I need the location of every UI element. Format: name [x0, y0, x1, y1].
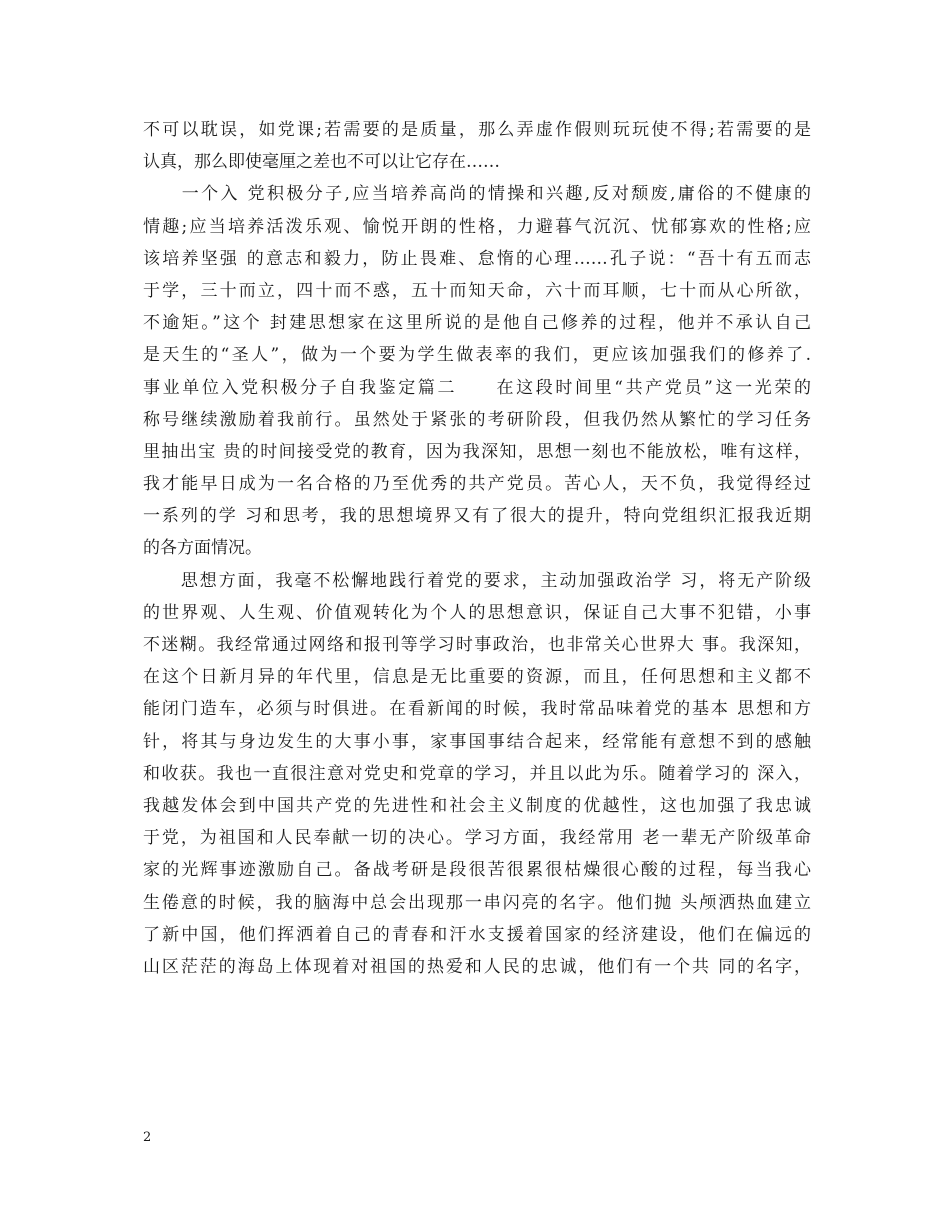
text-line: 事业单位入党积极分子自我鉴定篇二 在这段时间里“共产党员”这一光荣的 — [143, 377, 811, 398]
text-line: 我才能早日成为一名合格的乃至优秀的共产党员。苦心人，天不负，我觉得经过 — [143, 474, 811, 495]
text-line: 是天生的“圣人”，做为一个要为学生做表率的我们，更应该加强我们的修养了. — [143, 345, 811, 366]
text-line: 在这个日新月异的年代里，信息是无比重要的资源，而且，任何思想和主义都不 — [143, 667, 811, 688]
text-line: 家的光辉事迹激励自己。备战考研是段很苦很累很枯燥很心酸的过程，每当我心 — [143, 860, 811, 881]
text-line: 山区茫茫的海岛上体现着对祖国的热爱和人民的忠诚，他们有一个共 同的名字， — [143, 956, 811, 977]
text-line: 不逾矩。”这个 封建思想家在这里所说的是他自己修养的过程，他并不承认自己 — [143, 313, 811, 334]
text-line: 思想方面，我毫不松懈地践行着党的要求，主动加强政治学 习，将无产阶级 — [143, 570, 811, 591]
text-line: 的世界观、人生观、价值观转化为个人的思想意识，保证自己大事不犯错，小事 — [143, 602, 811, 623]
text-line: 于学，三十而立，四十而不惑，五十而知天命，六十而耳顺，七十而从心所欲， — [143, 280, 811, 301]
text-line: 情趣;应当培养活泼乐观、愉悦开朗的性格，力避暮气沉沉、忧郁寡欢的性格;应 — [143, 216, 811, 237]
text-line: 里抽出宝 贵的时间接受党的教育，因为我深知，思想一刻也不能放松，唯有这样， — [143, 441, 811, 462]
text-line: 于党，为祖国和人民奉献一切的决心。学习方面，我经常用 老一辈无产阶级革命 — [143, 828, 811, 849]
body-text — [143, 114, 811, 983]
text-line: 一个入 党积极分子,应当培养高尚的情操和兴趣,反对颓废,庸俗的不健康的 — [143, 184, 811, 205]
text-line: 一系列的学 习和思考，我的思想境界又有了很大的提升，特向党组织汇报我近期 — [143, 506, 811, 527]
text-line: 了新中国，他们挥洒着自己的青春和汗水支援着国家的经济建设，他们在偏远的 — [143, 924, 811, 945]
text-line: 称号继续激励着我前行。虽然处于紧张的考研阶段，但我仍然从繁忙的学习任务 — [143, 409, 811, 430]
text-line: 生倦意的时候，我的脑海中总会出现那一串闪亮的名字。他们抛 头颅洒热血建立 — [143, 892, 811, 913]
text-line: 能闭门造车，必须与时俱进。在看新闻的时候，我时常品味着党的基本 思想和方 — [143, 699, 811, 720]
text-line: 的各方面情况。 — [143, 538, 262, 559]
text-line: 针，将其与身边发生的大事小事，家事国事结合起来，经常能有意想不到的感触 — [143, 731, 811, 752]
text-line: 不迷糊。我经常通过网络和报刊等学习时事政治，也非常关心世界大 事。我深知， — [143, 635, 811, 655]
page-number: 2 — [143, 1130, 152, 1145]
text-line: 认真，那么即使毫厘之差也不可以让它存在…… — [143, 152, 500, 173]
text-line: 该培养坚强 的意志和毅力，防止畏难、怠惰的心理……孔子说：“吾十有五而志 — [143, 248, 811, 269]
text-line: 和收获。我也一直很注意对党史和党章的学习，并且以此为乐。随着学习的 深入， — [143, 763, 811, 784]
text-line: 不可以耽误，如党课;若需要的是质量，那么弄虚作假则玩玩使不得;若需要的是 — [143, 120, 811, 140]
text-line: 我越发体会到中国共产党的先进性和社会主义制度的优越性，这也加强了我忠诚 — [143, 795, 811, 816]
